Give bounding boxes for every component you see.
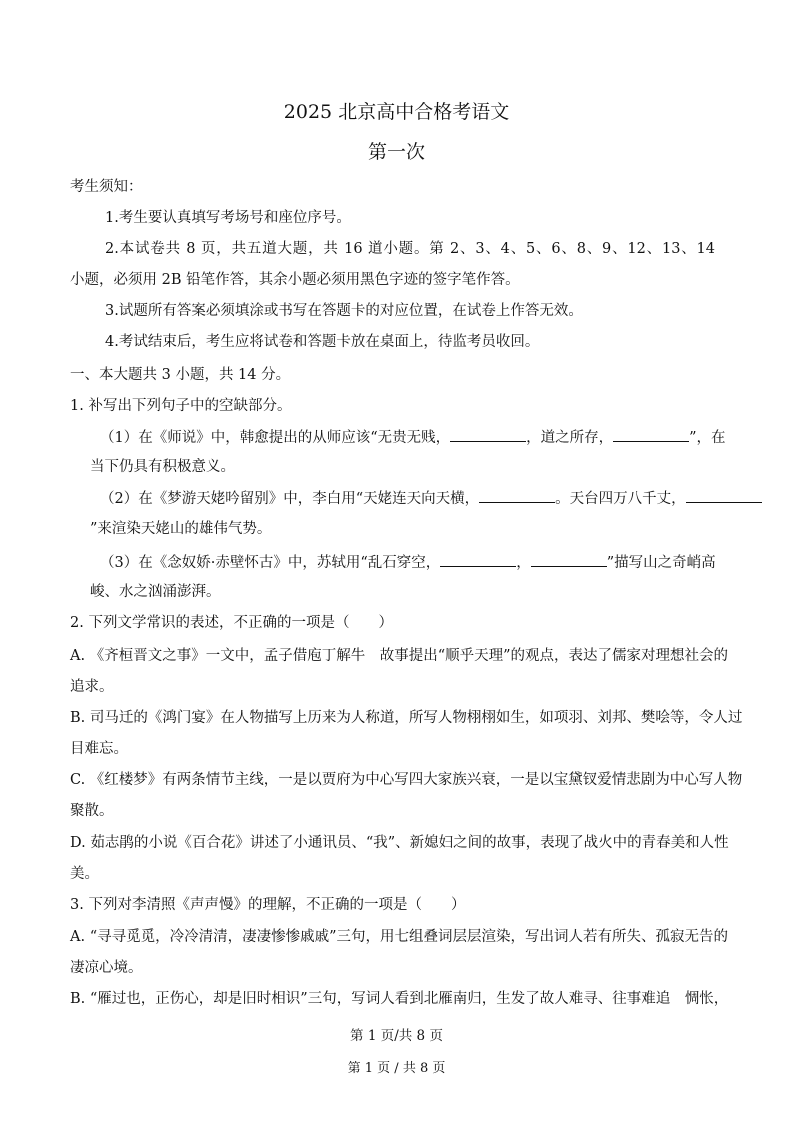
section-heading: 一、本大题共 3 小题，共 14 分。 xyxy=(70,367,291,383)
notice-heading: 考生须知： xyxy=(70,179,143,195)
answer-blank xyxy=(686,488,762,503)
answer-blank xyxy=(531,552,607,567)
question-2-option-d-cont: 美。 xyxy=(70,866,99,882)
question-3-option-a: A. “寻寻觅觅，冷冷清清，凄凄惨惨戚戚”三句，用七组叠词层层渲染，写出词人若有所失、孤寂无告的 xyxy=(70,929,729,945)
question-1-part-1 xyxy=(100,427,726,448)
page-number: 第 1 页 / 共 8 页 xyxy=(347,1061,446,1076)
answer-blank xyxy=(479,488,555,503)
question-1-part-3-cont: 峻、水之汹涌澎湃。 xyxy=(90,584,221,600)
text: ”描写山之奇峭高 xyxy=(606,555,716,571)
question-2-option-b-cont: 目难忘。 xyxy=(70,741,128,757)
question-1-stem: 1. 补写出下列句子中的空缺部分。 xyxy=(70,398,292,414)
notice-item: 小题，必须用 2B 铅笔作答，其余小题必须用黑色字迹的签字笔作答。 xyxy=(70,272,520,288)
question-3-option-b: B. “雁过也，正伤心，却是旧时相识”三句，写词人看到北雁南归，生发了故人难寻、往事难追 惆怅， xyxy=(70,991,729,1007)
answer-blank xyxy=(613,427,689,442)
text: ”，在 xyxy=(689,430,726,446)
text: （1）在《师说》中，韩愈提出的从师应该“无贵无贱， xyxy=(100,430,451,446)
page-subtitle: 第一次 xyxy=(367,141,425,163)
notice-item: 3.试题所有答案必须填涂或书写在答题卡的对应位置，在试卷上作答无效。 xyxy=(105,303,583,319)
text: ， xyxy=(516,555,531,571)
question-2-option-d: D. 茹志鹃的小说《百合花》讲述了小通讯员、“我”、新媳妇之间的故事，表现了战火中的青春美和人性 xyxy=(70,835,729,851)
question-2-option-c-cont: 聚散。 xyxy=(70,803,114,819)
notice-item: 1.考生要认真填写考场号和座位序号。 xyxy=(105,210,351,226)
question-1-part-2-cont: ”来渲染天姥山的雄伟气势。 xyxy=(90,521,272,537)
question-2-option-a-cont: 追求。 xyxy=(70,679,114,695)
question-2-stem: 2. 下列文学常识的表述，不正确的一项是（ ） xyxy=(70,615,393,631)
text: （3）在《念奴娇·赤壁怀古》中，苏轼用“乱石穿空， xyxy=(100,555,441,571)
question-2-option-c: C. 《红楼梦》有两条情节主线，一是以贾府为中心写四大家族兴衰，一是以宝黛钗爱情悲剧为中心写人物 xyxy=(70,772,743,788)
question-2-option-b: B. 司马迁的《鸿门宴》在人物描写上历来为人称道，所写人物栩栩如生，如项羽、刘邦、樊哙等，令人过 xyxy=(70,710,743,726)
page-footer: 第 1 页/共 8 页 xyxy=(350,1028,443,1044)
question-2-option-a: A. 《齐桓晋文之事》一文中，孟子借庖丁解牛 故事提出“顺乎天理”的观点，表达了儒家对理想社会的 xyxy=(70,648,729,664)
question-3-stem: 3. 下列对李清照《声声慢》的理解，不正确的一项是（ ） xyxy=(70,897,466,913)
text: 。天台四万八千丈， xyxy=(555,491,686,507)
question-3-option-a-cont: 凄凉心境。 xyxy=(70,960,143,976)
question-1-part-1-cont: 当下仍具有积极意义。 xyxy=(90,459,235,475)
answer-blank xyxy=(440,552,516,567)
text: （2）在《梦游天姥吟留别》中，李白用“天姥连天向天横， xyxy=(100,491,480,507)
question-1-part-2 xyxy=(100,488,762,509)
notice-item: 2.本试卷共 8 页，共五道大题，共 16 道小题。第 2、3、4、5、6、8、9、12、13、14 xyxy=(105,241,715,257)
notice-item: 4.考试结束后，考生应将试卷和答题卡放在桌面上，待监考员收回。 xyxy=(105,334,540,350)
text: ，道之所存， xyxy=(526,430,614,446)
answer-blank xyxy=(450,427,526,442)
page-title: 2025 北京高中合格考语文 xyxy=(283,101,510,123)
question-1-part-3 xyxy=(100,552,716,573)
